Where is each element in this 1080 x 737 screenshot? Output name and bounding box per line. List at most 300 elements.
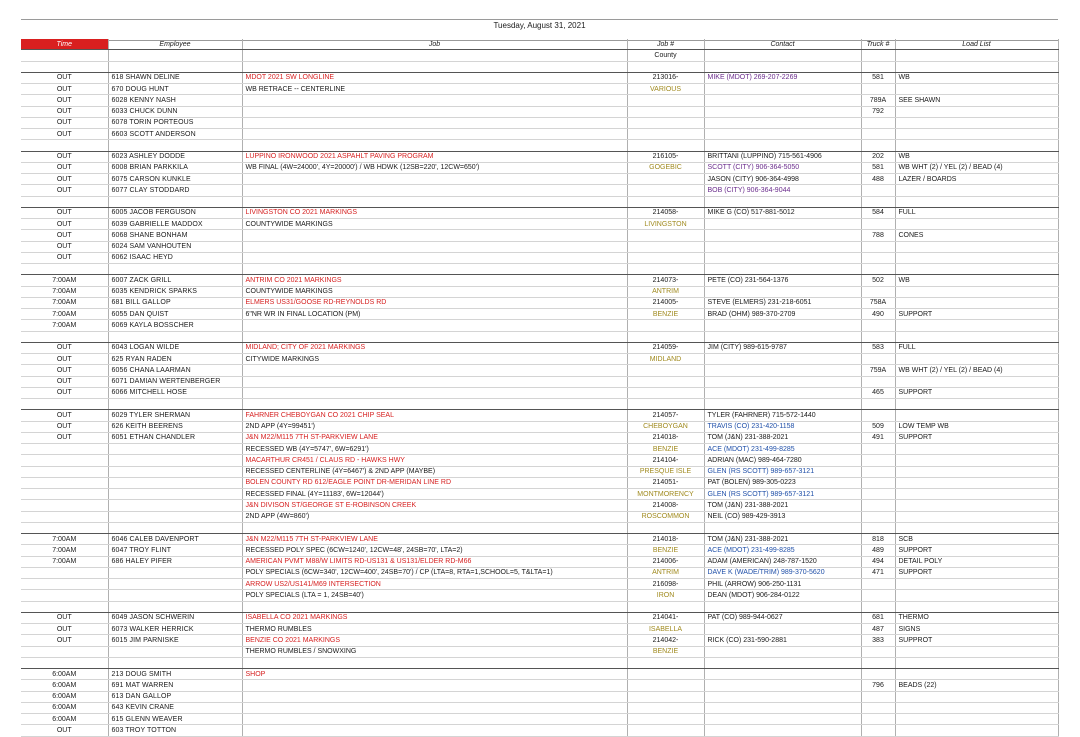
load-list-cell: FULL (895, 342, 1058, 353)
job-number-cell: 214104- (627, 455, 704, 466)
time-cell: 7:00AM (21, 545, 108, 556)
contact-cell (704, 646, 861, 657)
truck-cell (861, 691, 895, 702)
employee-cell: 613 DAN GALLOP (108, 691, 242, 702)
job-cell: COUNTYWIDE MARKINGS (242, 219, 627, 230)
table-row (21, 534, 1058, 545)
truck-cell (861, 511, 895, 522)
job-cell (242, 95, 627, 106)
table-row (21, 376, 1058, 387)
employee-cell (108, 500, 242, 511)
truck-cell (861, 61, 895, 72)
job-number-cell: 214018- (627, 432, 704, 443)
contact-cell (704, 680, 861, 691)
table-row (21, 669, 1058, 680)
load-list-cell: WB (895, 275, 1058, 286)
table-row (21, 657, 1058, 668)
time-cell (21, 489, 108, 500)
job-number-cell (627, 680, 704, 691)
job-cell: J&N M22/M115 7TH ST-PARKVIEW LANE (242, 432, 627, 443)
time-cell: OUT (21, 72, 108, 83)
employee-cell (108, 601, 242, 612)
contact-cell (704, 657, 861, 668)
time-cell (21, 646, 108, 657)
job-cell: 2ND APP (4Y=99451') (242, 421, 627, 432)
truck-cell (861, 196, 895, 207)
employee-cell (108, 399, 242, 410)
employee-cell: 6069 KAYLA BOSSCHER (108, 320, 242, 331)
job-number-cell: BENZIE (627, 444, 704, 455)
time-cell: OUT (21, 624, 108, 635)
employee-cell: 6008 BRIAN PARKKILA (108, 162, 242, 173)
job-cell: J&N M22/M115 7TH ST-PARKVIEW LANE (242, 534, 627, 545)
load-list-cell (895, 691, 1058, 702)
job-number-cell (627, 117, 704, 128)
job-cell (242, 657, 627, 668)
employee-cell (108, 489, 242, 500)
employee-cell (108, 522, 242, 533)
job-cell (242, 61, 627, 72)
job-cell (242, 129, 627, 140)
job-number-cell: BENZIE (627, 646, 704, 657)
load-list-cell (895, 320, 1058, 331)
table-row (21, 320, 1058, 331)
job-cell: 6"NR WR IN FINAL LOCATION (PM) (242, 309, 627, 320)
contact-cell: TRAVIS (CO) 231-420-1158 (704, 421, 861, 432)
truck-cell (861, 129, 895, 140)
job-cell (242, 714, 627, 725)
job-number-cell: 214018- (627, 534, 704, 545)
truck-cell (861, 500, 895, 511)
job-number-cell: 214059- (627, 342, 704, 353)
truck-cell (861, 477, 895, 488)
contact-cell (704, 691, 861, 702)
table-row (21, 129, 1058, 140)
load-list-cell (895, 725, 1058, 736)
time-cell (21, 331, 108, 342)
job-number-cell: 214058- (627, 207, 704, 218)
truck-cell: 796 (861, 680, 895, 691)
truck-cell (861, 219, 895, 230)
job-number-cell: 214073- (627, 275, 704, 286)
table-row (21, 185, 1058, 196)
time-cell: OUT (21, 252, 108, 263)
contact-cell: TOM (J&N) 231-388-2021 (704, 534, 861, 545)
employee-cell: 6046 CALEB DAVENPORT (108, 534, 242, 545)
employee-cell (108, 331, 242, 342)
table-row (21, 646, 1058, 657)
load-list-cell (895, 657, 1058, 668)
contact-cell (704, 61, 861, 72)
contact-cell: NEIL (CO) 989-429-3913 (704, 511, 861, 522)
time-cell (21, 455, 108, 466)
table-row (21, 432, 1058, 443)
contact-cell: TOM (J&N) 231-388-2021 (704, 500, 861, 511)
load-list-cell (895, 522, 1058, 533)
job-cell: AMERICAN PVMT M88/W LIMITS RD-US131 & US131/ELDER RD-M66 (242, 556, 627, 567)
truck-cell: 584 (861, 207, 895, 218)
time-cell (21, 657, 108, 668)
table-row (21, 601, 1058, 612)
load-list-cell (895, 590, 1058, 601)
contact-cell (704, 669, 861, 680)
schedule-rows (21, 61, 1058, 736)
time-cell: OUT (21, 376, 108, 387)
table-row (21, 241, 1058, 252)
employee-cell: 6005 JACOB FERGUSON (108, 207, 242, 218)
load-list-cell (895, 264, 1058, 275)
load-list-cell (895, 219, 1058, 230)
contact-cell (704, 117, 861, 128)
job-number-cell (627, 129, 704, 140)
contact-cell (704, 714, 861, 725)
contact-cell (704, 354, 861, 365)
employee-cell: 6035 KENDRICK SPARKS (108, 286, 242, 297)
truck-cell: 491 (861, 432, 895, 443)
truck-cell: 583 (861, 342, 895, 353)
employee-cell (108, 466, 242, 477)
contact-cell (704, 331, 861, 342)
truck-cell: 494 (861, 556, 895, 567)
job-number-cell: 214042- (627, 635, 704, 646)
job-number-cell: 214005- (627, 297, 704, 308)
load-list-cell (895, 444, 1058, 455)
time-cell: 7:00AM (21, 320, 108, 331)
job-cell (242, 185, 627, 196)
truck-cell: 509 (861, 421, 895, 432)
job-number-cell (627, 376, 704, 387)
time-cell: OUT (21, 95, 108, 106)
employee-cell: 6043 LOGAN WILDE (108, 342, 242, 353)
time-cell: OUT (21, 612, 108, 623)
job-number-cell (627, 185, 704, 196)
truck-cell (861, 241, 895, 252)
table-row (21, 162, 1058, 173)
table-row (21, 207, 1058, 218)
contact-cell (704, 106, 861, 117)
table-row (21, 252, 1058, 263)
job-number-cell: 214051- (627, 477, 704, 488)
load-list-cell (895, 286, 1058, 297)
job-cell: ANTRIM CO 2021 MARKINGS (242, 275, 627, 286)
truck-cell: 487 (861, 624, 895, 635)
truck-cell (861, 399, 895, 410)
time-cell: OUT (21, 151, 108, 162)
crew-schedule-table (21, 39, 1059, 737)
subheader-cell (704, 50, 861, 61)
job-number-cell (627, 106, 704, 117)
time-cell: 6:00AM (21, 669, 108, 680)
table-row (21, 151, 1058, 162)
job-number-cell (627, 399, 704, 410)
truck-cell: 581 (861, 72, 895, 83)
job-cell (242, 264, 627, 275)
table-row (21, 421, 1058, 432)
header-time: Time (21, 39, 108, 50)
time-cell (21, 567, 108, 578)
load-list-cell: LAZER / BOARDS (895, 174, 1058, 185)
job-cell: POLY SPECIALS (6CW=340', 12CW=400', 24SB=70') / CP (LTA=8, RTA=1,SCHOOL=5, T&LTA=1) (242, 567, 627, 578)
job-cell: SHOP (242, 669, 627, 680)
table-row (21, 84, 1058, 95)
time-cell: OUT (21, 185, 108, 196)
table-row (21, 354, 1058, 365)
job-number-cell: MONTMORENCY (627, 489, 704, 500)
load-list-cell (895, 399, 1058, 410)
employee-cell: 691 MAT WARREN (108, 680, 242, 691)
job-number-cell: 214057- (627, 410, 704, 421)
truck-cell (861, 522, 895, 533)
table-row (21, 219, 1058, 230)
header-contact: Contact (704, 39, 861, 50)
contact-cell: ADRIAN (MAC) 989-464-7280 (704, 455, 861, 466)
employee-cell: 625 RYAN RADEN (108, 354, 242, 365)
truck-cell (861, 376, 895, 387)
job-cell (242, 241, 627, 252)
time-cell (21, 196, 108, 207)
employee-cell: 6066 MITCHELL HOSE (108, 387, 242, 398)
truck-cell (861, 331, 895, 342)
employee-cell: 6077 CLAY STODDARD (108, 185, 242, 196)
truck-cell: 489 (861, 545, 895, 556)
table-row (21, 331, 1058, 342)
load-list-cell (895, 702, 1058, 713)
time-cell: 6:00AM (21, 680, 108, 691)
time-cell: OUT (21, 354, 108, 365)
job-number-cell: 214008- (627, 500, 704, 511)
contact-cell (704, 702, 861, 713)
job-cell: RECESSED WB (4Y=5747', 6W=6291') (242, 444, 627, 455)
header-row (21, 39, 1058, 50)
truck-cell (861, 657, 895, 668)
job-number-cell (627, 61, 704, 72)
employee-cell: 6033 CHUCK DUNN (108, 106, 242, 117)
job-number-cell: ANTRIM (627, 567, 704, 578)
contact-cell (704, 624, 861, 635)
time-cell: OUT (21, 174, 108, 185)
table-row (21, 522, 1058, 533)
table-row (21, 264, 1058, 275)
employee-cell (108, 264, 242, 275)
job-number-cell (627, 320, 704, 331)
employee-cell: 6023 ASHLEY DODDE (108, 151, 242, 162)
table-row (21, 342, 1058, 353)
time-cell: OUT (21, 410, 108, 421)
employee-cell (108, 567, 242, 578)
job-cell: POLY SPECIALS (LTA = 1, 24SB=40') (242, 590, 627, 601)
time-cell (21, 399, 108, 410)
header-job-number-label: Job # (656, 40, 675, 48)
truck-cell (861, 354, 895, 365)
job-cell: ISABELLA CO 2021 MARKINGS (242, 612, 627, 623)
subheader-cell (21, 50, 108, 61)
load-list-cell (895, 511, 1058, 522)
truck-cell: 202 (861, 151, 895, 162)
table-row (21, 230, 1058, 241)
truck-cell (861, 579, 895, 590)
job-number-cell (627, 702, 704, 713)
table-row (21, 489, 1058, 500)
table-row (21, 511, 1058, 522)
employee-cell: 643 KEVIN CRANE (108, 702, 242, 713)
job-number-cell: BENZIE (627, 309, 704, 320)
truck-cell (861, 140, 895, 151)
load-list-cell (895, 185, 1058, 196)
job-cell: MIDLAND; CITY OF 2021 MARKINGS (242, 342, 627, 353)
contact-cell (704, 129, 861, 140)
table-row (21, 174, 1058, 185)
table-row (21, 500, 1058, 511)
time-cell: OUT (21, 207, 108, 218)
time-cell (21, 444, 108, 455)
truck-cell (861, 455, 895, 466)
job-number-cell (627, 365, 704, 376)
load-list-cell: SUPPORT (895, 567, 1058, 578)
table-row (21, 702, 1058, 713)
job-cell (242, 725, 627, 736)
truck-cell (861, 286, 895, 297)
time-cell: OUT (21, 241, 108, 252)
table-row (21, 590, 1058, 601)
subheader-cell (861, 50, 895, 61)
job-number-cell: CHEBOYGAN (627, 421, 704, 432)
subheader-cell (108, 50, 242, 61)
job-cell: 2ND APP (4W=860') (242, 511, 627, 522)
employee-cell: 6075 CARSON KUNKLE (108, 174, 242, 185)
load-list-cell: THERMO (895, 612, 1058, 623)
load-list-cell: WB (895, 72, 1058, 83)
time-cell: OUT (21, 432, 108, 443)
job-number-cell: VARIOUS (627, 84, 704, 95)
employee-cell: 6071 DAMIAN WERTENBERGER (108, 376, 242, 387)
contact-cell: ADAM (AMERICAN) 248-787-1520 (704, 556, 861, 567)
load-list-cell: WB WHT (2) / YEL (2) / BEAD (4) (895, 162, 1058, 173)
load-list-cell (895, 646, 1058, 657)
job-cell (242, 230, 627, 241)
time-cell: 7:00AM (21, 297, 108, 308)
job-cell (242, 387, 627, 398)
employee-cell: 6603 SCOTT ANDERSON (108, 129, 242, 140)
job-cell (242, 320, 627, 331)
subheader-cell (895, 50, 1058, 61)
job-cell (242, 252, 627, 263)
load-list-cell (895, 489, 1058, 500)
contact-cell (704, 196, 861, 207)
load-list-cell: FULL (895, 207, 1058, 218)
load-list-cell: LOW TEMP WB (895, 421, 1058, 432)
table-row (21, 466, 1058, 477)
job-number-cell (627, 522, 704, 533)
job-number-cell: IRON (627, 590, 704, 601)
truck-cell: 488 (861, 174, 895, 185)
employee-cell: 6015 JIM PARNISKE (108, 635, 242, 646)
truck-cell (861, 444, 895, 455)
truck-cell: 471 (861, 567, 895, 578)
employee-cell: 6047 TROY FLINT (108, 545, 242, 556)
job-number-cell: 216105- (627, 151, 704, 162)
job-cell (242, 196, 627, 207)
contact-cell (704, 286, 861, 297)
job-number-cell: 216098- (627, 579, 704, 590)
table-row (21, 725, 1058, 736)
job-cell: BOLEN COUNTY RD 612/EAGLE POINT DR-MERIDAN LINE RD (242, 477, 627, 488)
load-list-cell: BEADS (22) (895, 680, 1058, 691)
job-number-cell (627, 95, 704, 106)
load-list-cell (895, 297, 1058, 308)
job-cell (242, 117, 627, 128)
job-number-cell (627, 725, 704, 736)
time-cell (21, 511, 108, 522)
time-cell: 7:00AM (21, 286, 108, 297)
job-cell (242, 106, 627, 117)
employee-cell: 6049 JASON SCHWERIN (108, 612, 242, 623)
job-number-cell (627, 174, 704, 185)
contact-cell: GLEN (RS SCOTT) 989-657-3121 (704, 466, 861, 477)
contact-cell (704, 252, 861, 263)
employee-cell: 615 GLENN WEAVER (108, 714, 242, 725)
time-cell (21, 61, 108, 72)
job-cell (242, 365, 627, 376)
job-cell: BENZIE CO 2021 MARKINGS (242, 635, 627, 646)
job-cell (242, 331, 627, 342)
load-list-cell (895, 106, 1058, 117)
job-number-cell (627, 387, 704, 398)
truck-cell: 581 (861, 162, 895, 173)
contact-cell: DEAN (MDOT) 906-284-0122 (704, 590, 861, 601)
job-cell: THERMO RUMBLES (242, 624, 627, 635)
contact-cell (704, 320, 861, 331)
load-list-cell: SUPPORT (895, 545, 1058, 556)
table-row (21, 410, 1058, 421)
employee-cell: 6056 CHANA LAARMAN (108, 365, 242, 376)
job-cell (242, 140, 627, 151)
load-list-cell (895, 376, 1058, 387)
table-row (21, 691, 1058, 702)
truck-cell: 759A (861, 365, 895, 376)
subheader-row (21, 50, 1058, 61)
table-row (21, 455, 1058, 466)
time-cell (21, 579, 108, 590)
table-row (21, 365, 1058, 376)
truck-cell: 465 (861, 387, 895, 398)
load-list-cell (895, 669, 1058, 680)
job-cell: THERMO RUMBLES / SNOWXING (242, 646, 627, 657)
contact-cell (704, 241, 861, 252)
truck-cell (861, 410, 895, 421)
truck-cell: 681 (861, 612, 895, 623)
employee-cell: 6007 ZACK GRILL (108, 275, 242, 286)
time-cell: 6:00AM (21, 714, 108, 725)
contact-cell (704, 219, 861, 230)
contact-cell: SCOTT (CITY) 906-364-5050 (704, 162, 861, 173)
load-list-cell (895, 714, 1058, 725)
table-row (21, 275, 1058, 286)
contact-cell: GLEN (RS SCOTT) 989-657-3121 (704, 489, 861, 500)
time-cell: 7:00AM (21, 309, 108, 320)
time-cell (21, 522, 108, 533)
time-cell: 7:00AM (21, 275, 108, 286)
job-number-cell: MIDLAND (627, 354, 704, 365)
job-cell: ELMERS US31/GOOSE RD-REYNOLDS RD (242, 297, 627, 308)
load-list-cell (895, 117, 1058, 128)
truck-cell: 490 (861, 309, 895, 320)
truck-cell: 502 (861, 275, 895, 286)
job-cell (242, 601, 627, 612)
truck-cell (861, 702, 895, 713)
contact-cell: PETE (CO) 231-564-1376 (704, 275, 861, 286)
job-number-cell: BENZIE (627, 545, 704, 556)
table-row (21, 286, 1058, 297)
